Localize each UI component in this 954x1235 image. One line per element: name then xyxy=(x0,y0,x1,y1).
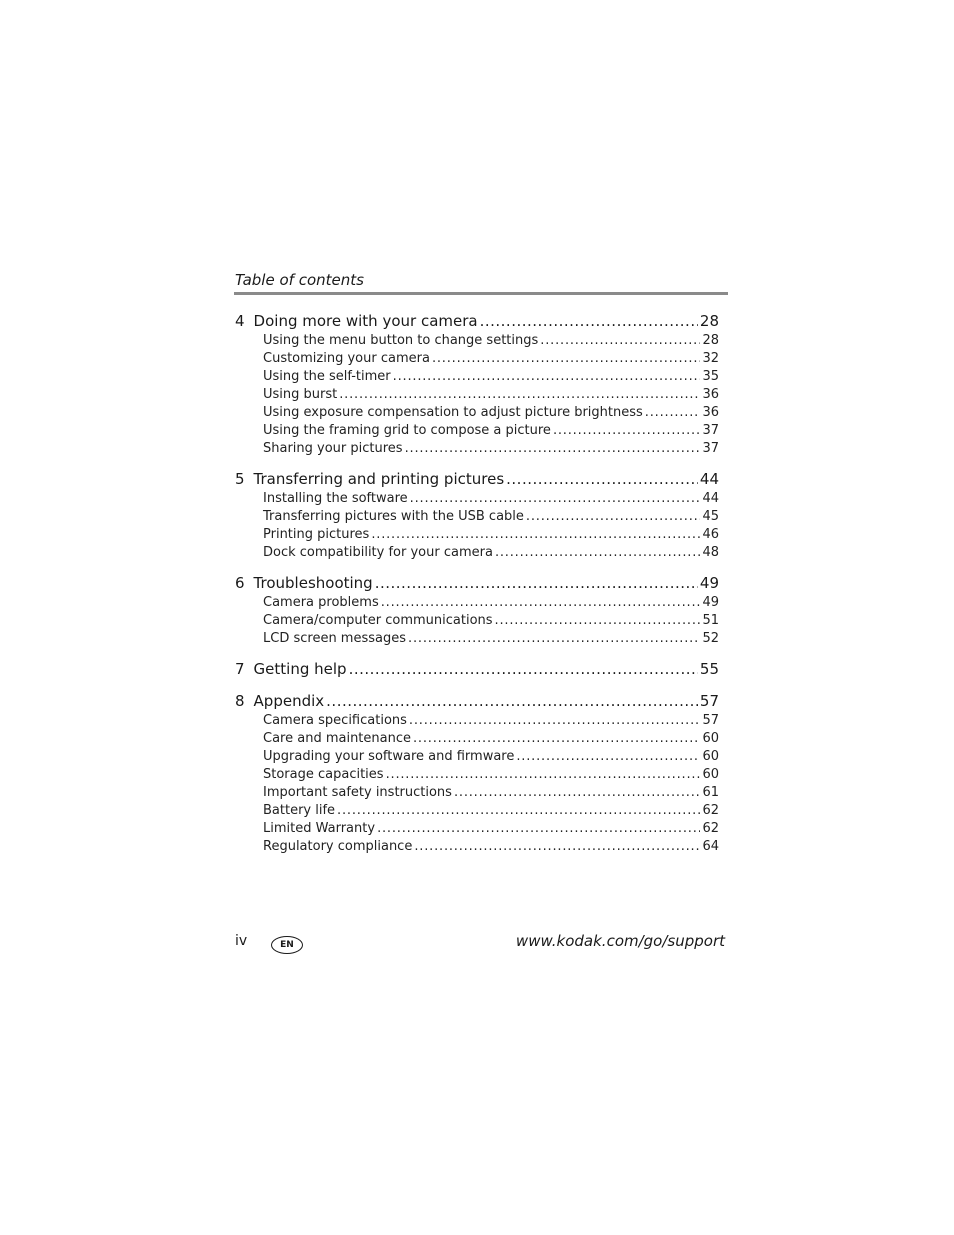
chapter-title: Getting help xyxy=(253,660,347,678)
section-page: 36 xyxy=(702,387,719,402)
toc-section-entry[interactable] xyxy=(235,490,719,508)
dot-leader xyxy=(339,386,700,404)
chapter-title: Doing more with your camera xyxy=(253,312,478,330)
chapter-page: 49 xyxy=(699,574,719,592)
support-url[interactable]: www.kodak.com/go/support xyxy=(515,932,725,950)
section-title: Sharing your pictures xyxy=(263,441,403,456)
chapter-number: 6 xyxy=(235,574,245,592)
dot-leader xyxy=(349,658,698,680)
section-title: Regulatory compliance xyxy=(263,839,413,854)
dot-leader xyxy=(540,332,700,350)
section-page: 32 xyxy=(702,351,719,366)
section-page: 61 xyxy=(702,785,719,800)
section-title: Transferring pictures with the USB cable xyxy=(263,509,524,524)
dot-leader xyxy=(480,310,698,332)
toc-section-entry[interactable] xyxy=(235,612,719,630)
section-page: 46 xyxy=(702,527,719,542)
toc-section-entry[interactable] xyxy=(235,802,719,820)
section-title: LCD screen messages xyxy=(263,631,407,646)
section-page: 49 xyxy=(702,595,719,610)
chapter-heading xyxy=(235,468,504,490)
dot-leader xyxy=(495,544,701,562)
section-page: 44 xyxy=(702,491,719,506)
chapter-heading xyxy=(235,310,478,332)
toc-section-entry[interactable] xyxy=(235,422,719,440)
dot-leader xyxy=(526,508,701,526)
section-page: 51 xyxy=(702,613,719,628)
section-title: Installing the software xyxy=(263,491,408,506)
chapter-page: 55 xyxy=(699,660,719,678)
language-badge: EN xyxy=(271,936,303,954)
section-title: Using exposure compensation to adjust picture brightness xyxy=(263,405,643,420)
toc-section-entry[interactable] xyxy=(235,508,719,526)
chapter-heading xyxy=(235,572,373,594)
section-title: Customizing your camera xyxy=(263,351,430,366)
section-title: Using the framing grid to compose a picture xyxy=(263,423,551,438)
section-title: Dock compatibility for your camera xyxy=(263,545,493,560)
section-page: 60 xyxy=(702,731,719,746)
toc-section-entry[interactable] xyxy=(235,404,719,422)
toc-section-entry[interactable] xyxy=(235,838,719,856)
chapter-heading xyxy=(235,690,324,712)
section-page: 62 xyxy=(702,821,719,836)
toc-section-entry[interactable] xyxy=(235,350,719,368)
section-page: 57 xyxy=(702,713,719,728)
section-page: 62 xyxy=(702,803,719,818)
dot-leader xyxy=(377,820,700,838)
section-title: Important safety instructions xyxy=(263,785,452,800)
section-page: 60 xyxy=(702,767,719,782)
section-title: Battery life xyxy=(263,803,336,818)
dot-leader xyxy=(454,784,701,802)
dot-leader xyxy=(645,404,701,422)
chapter-heading xyxy=(235,658,347,680)
section-page: 35 xyxy=(702,369,719,384)
dot-leader xyxy=(371,526,700,544)
dot-leader xyxy=(386,766,701,784)
toc-chapter xyxy=(235,658,719,680)
dot-leader xyxy=(337,802,700,820)
toc-section-entry[interactable] xyxy=(235,784,719,802)
section-title: Storage capacities xyxy=(263,767,384,782)
section-title: Using the self-timer xyxy=(263,369,391,384)
toc-section-entry[interactable] xyxy=(235,440,719,458)
toc-section-entry[interactable] xyxy=(235,544,719,562)
dot-leader xyxy=(413,730,700,748)
dot-leader xyxy=(375,572,698,594)
chapter-number: 8 xyxy=(235,692,245,710)
toc-section-entry[interactable] xyxy=(235,748,719,766)
section-title: Using the menu button to change settings xyxy=(263,333,539,348)
section-title: Camera specifications xyxy=(263,713,407,728)
dot-leader xyxy=(326,690,698,712)
section-title: Care and maintenance xyxy=(263,731,411,746)
chapter-number: 4 xyxy=(235,312,245,330)
chapter-page: 57 xyxy=(699,692,719,710)
dot-leader xyxy=(409,712,701,730)
section-page: 36 xyxy=(702,405,719,420)
chapter-title: Troubleshooting xyxy=(253,574,373,592)
table-of-contents xyxy=(235,310,719,866)
section-title: Limited Warranty xyxy=(263,821,376,836)
section-page: 37 xyxy=(702,441,719,456)
toc-chapter-entry[interactable] xyxy=(235,572,719,594)
page-title: Table of contents xyxy=(235,271,364,289)
toc-chapter-entry[interactable] xyxy=(235,468,719,490)
toc-section-entry[interactable] xyxy=(235,766,719,784)
toc-section-entry[interactable] xyxy=(235,630,719,648)
toc-section-entry[interactable] xyxy=(235,526,719,544)
chapter-title: Appendix xyxy=(253,692,325,710)
toc-chapter xyxy=(235,690,719,856)
chapter-page: 28 xyxy=(699,312,719,330)
toc-section-entry[interactable] xyxy=(235,386,719,404)
dot-leader xyxy=(506,468,698,490)
dot-leader xyxy=(432,350,701,368)
toc-chapter xyxy=(235,572,719,648)
dot-leader xyxy=(393,368,701,386)
toc-section-entry[interactable] xyxy=(235,332,719,350)
chapter-number: 7 xyxy=(235,660,245,678)
toc-section-entry[interactable] xyxy=(235,820,719,838)
section-page: 64 xyxy=(702,839,719,854)
toc-chapter xyxy=(235,468,719,562)
toc-chapter xyxy=(235,310,719,458)
dot-leader xyxy=(516,748,700,766)
toc-chapter-entry[interactable] xyxy=(235,690,719,712)
toc-section-entry[interactable] xyxy=(235,594,719,612)
dot-leader xyxy=(381,594,701,612)
dot-leader xyxy=(495,612,701,630)
section-title: Using burst xyxy=(263,387,338,402)
dot-leader xyxy=(405,440,701,458)
section-title: Printing pictures xyxy=(263,527,370,542)
dot-leader xyxy=(553,422,701,440)
dot-leader xyxy=(410,490,701,508)
section-page: 28 xyxy=(702,333,719,348)
toc-section-entry[interactable] xyxy=(235,712,719,730)
dot-leader xyxy=(408,630,700,648)
section-title: Camera problems xyxy=(263,595,379,610)
toc-chapter-entry[interactable] xyxy=(235,310,719,332)
dot-leader xyxy=(414,838,700,856)
section-title: Camera/computer communications xyxy=(263,613,493,628)
toc-chapter-entry[interactable] xyxy=(235,658,719,680)
page-number: iv xyxy=(235,933,248,949)
section-page: 60 xyxy=(702,749,719,764)
section-page: 45 xyxy=(702,509,719,524)
chapter-number: 5 xyxy=(235,470,245,488)
chapter-title: Transferring and printing pictures xyxy=(253,470,505,488)
chapter-page: 44 xyxy=(699,470,719,488)
toc-section-entry[interactable] xyxy=(235,368,719,386)
section-title: Upgrading your software and firmware xyxy=(263,749,515,764)
toc-section-entry[interactable] xyxy=(235,730,719,748)
header-rule xyxy=(234,292,728,295)
section-page: 52 xyxy=(702,631,719,646)
section-page: 48 xyxy=(702,545,719,560)
section-page: 37 xyxy=(702,423,719,438)
